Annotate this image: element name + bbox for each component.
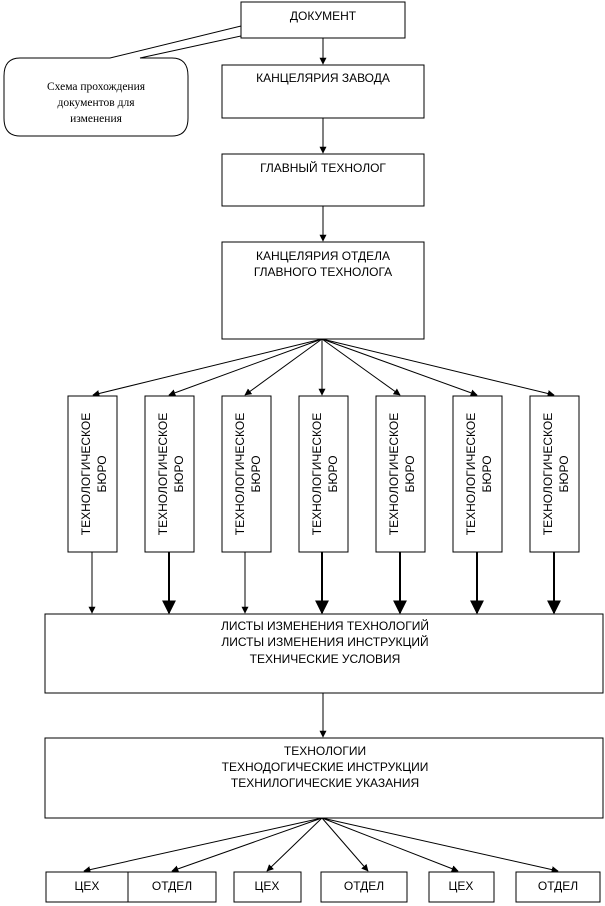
bureau-label-line1: ТЕХНОЛОГИЧЕСКОЕ [387,412,401,536]
dept-office-label-line1: КАНЦЕЛЯРИЯ ОТДЕЛА [256,249,390,263]
output-label-6: ОТДЕЛ [537,879,579,893]
bureau-label-line2: БЮРО [326,455,340,493]
arrow-technologies-to-output-2 [172,818,322,871]
arrow-technologies-to-output-1 [84,818,322,871]
note-text-line1: Схема прохождения [46,81,146,93]
output-label-5: ЦЕХ [448,879,474,893]
bureau-5 [376,396,425,552]
bureau-label-line2: БЮРО [403,455,417,493]
technologies-line1: ТЕХНОЛОГИИ [283,744,367,758]
change-sheets-line2: ЛИСТЫ ИЗМЕНЕНИЯ ИНСТРУКЦИЙ [221,635,429,649]
bureau-label-line2: БЮРО [557,455,571,493]
output-label-2: ОТДЕЛ [151,879,193,893]
arrow-dept-to-bureau-1 [93,339,322,395]
bureau-2 [145,396,194,552]
note-text-line2: документов для [57,97,135,109]
arrow-technologies-to-output-5 [322,818,458,871]
bureau-label-line2: БЮРО [172,455,186,493]
bureau-3 [222,396,271,552]
arrow-dept-to-bureau-2 [169,339,322,395]
output-label-1: ЦЕХ [74,879,100,893]
bureau-label-line1: ТЕХНОЛОГИЧЕСКОЕ [464,412,478,536]
output-label-3: ЦЕХ [254,879,280,893]
arrow-dept-to-bureau-7 [322,339,554,395]
bureau-label-line2: БЮРО [480,455,494,493]
change-sheets-line3: ТЕХНИЧЕСКИЕ УСЛОВИЯ [249,652,401,666]
bureau-6 [453,396,502,552]
bureau-label-line1: ТЕХНОЛОГИЧЕСКОЕ [156,412,170,536]
bureau-label-line2: БЮРО [249,455,263,493]
bureau-4 [299,396,348,552]
dept-office-label-line2: ГЛАВНОГО ТЕХНОЛОГА [253,265,393,279]
bureau-label-line1: ТЕХНОЛОГИЧЕСКОЕ [541,412,555,536]
technologies-line3: ТЕХНИЛОГИЧЕСКИЕ УКАЗАНИЯ [230,776,420,790]
arrow-dept-to-bureau-5 [322,339,400,395]
document-label: ДОКУМЕНТ [289,9,357,23]
output-label-4: ОТДЕЛ [343,879,385,893]
note-text-line3: изменения [70,113,122,125]
chief-technologist-label: ГЛАВНЫЙ ТЕХНОЛОГ [260,161,386,175]
factory-office-label: КАНЦЕЛЯРИЯ ЗАВОДА [256,71,390,85]
bureau-label-line2: БЮРО [95,455,109,493]
bureau-1 [68,396,117,552]
arrow-dept-to-bureau-6 [322,339,477,395]
technologies-line2: ТЕХНОДОГИЧЕСКИЕ ИНСТРУКЦИИ [221,760,429,774]
arrow-technologies-to-output-6 [322,818,558,871]
arrow-technologies-to-output-3 [267,818,322,871]
arrow-technologies-to-output-4 [322,818,368,871]
bureau-label-line1: ТЕХНОЛОГИЧЕСКОЕ [79,412,93,536]
change-sheets-line1: ЛИСТЫ ИЗМЕНЕНИЯ ТЕХНОЛОГИЙ [220,619,430,633]
arrow-dept-to-bureau-3 [245,339,322,395]
bureau-7 [530,396,579,552]
bureau-label-line1: ТЕХНОЛОГИЧЕСКОЕ [310,412,324,536]
bureau-label-line1: ТЕХНОЛОГИЧЕСКОЕ [233,412,247,536]
